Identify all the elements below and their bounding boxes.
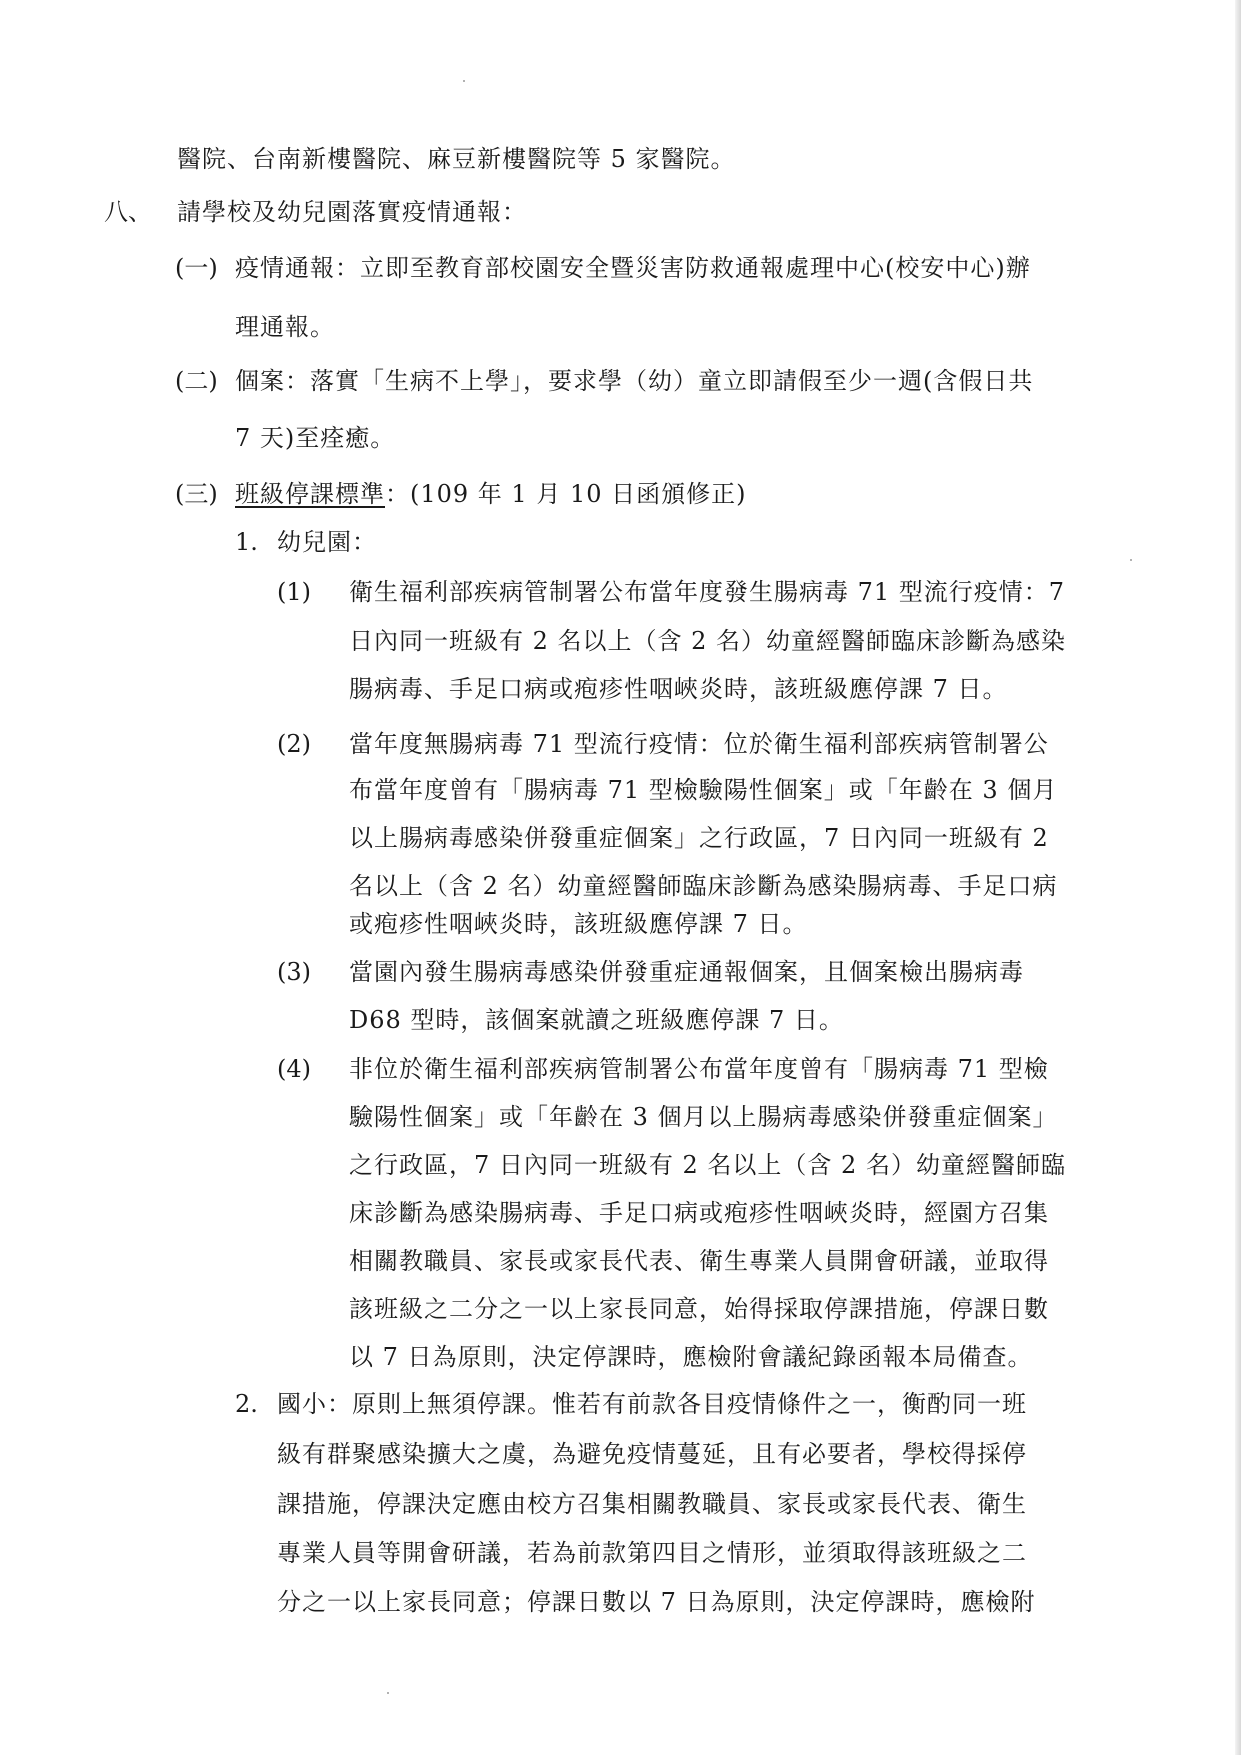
amendment-note: ：(109 年 1 月 10 日函頒修正) <box>385 480 747 508</box>
k3-line: D68 型時，該個案就讀之班級應停課 7 日。 <box>349 1006 844 1034</box>
item-3-marker: (三) <box>175 480 218 508</box>
scan-speck <box>1130 559 1132 561</box>
k2-line: 名以上（含 2 名）幼童經醫師臨床診斷為感染腸病毒、手足口病 <box>349 872 1058 900</box>
k4-line: 該班級之二分之一以上家長同意，始得採取停課措施，停課日數 <box>349 1295 1049 1323</box>
k3-marker: (3) <box>277 958 311 986</box>
elementary-marker: 2. <box>235 1390 258 1418</box>
k2-line: 或疱疹性咽峽炎時，該班級應停課 7 日。 <box>349 910 808 938</box>
section-8-marker: 八、 <box>104 198 152 226</box>
item-3-heading-row <box>235 479 747 509</box>
k4-line: 驗陽性個案」或「年齡在 3 個月以上腸病毒感染併發重症個案」 <box>349 1103 1058 1131</box>
k2-line: 以上腸病毒感染併發重症個案」之行政區，7 日內同一班級有 2 <box>349 824 1049 852</box>
k1-marker: (1) <box>277 578 311 606</box>
item-2-marker: (二) <box>175 367 218 395</box>
item-1-line: 理通報。 <box>235 313 335 341</box>
k1-line: 腸病毒、手足口病或疱疹性咽峽炎時，該班級應停課 7 日。 <box>349 675 1008 703</box>
elementary-line: 國小：原則上無須停課。惟若有前款各目疫情條件之一，衡酌同一班 <box>277 1390 1027 1418</box>
kindergarten-title: 幼兒園： <box>277 528 377 556</box>
k2-marker: (2) <box>277 730 311 758</box>
section-8-title: 請學校及幼兒園落實疫情通報： <box>177 198 527 226</box>
scan-speck <box>463 80 465 82</box>
class-suspension-heading: 班級停課標準 <box>235 480 385 508</box>
k2-line: 當年度無腸病毒 71 型流行疫情：位於衛生福利部疾病管制署公 <box>349 730 1049 758</box>
k1-line: 日內同一班級有 2 名以上（含 2 名）幼童經醫師臨床診斷為感染 <box>349 627 1067 655</box>
k1-line: 衛生福利部疾病管制署公布當年度發生腸病毒 71 型流行疫情：7 <box>349 578 1066 606</box>
continuation-line: 醫院、台南新樓醫院、麻豆新樓醫院等 5 家醫院。 <box>177 145 736 173</box>
elementary-line: 分之一以上家長同意；停課日數以 7 日為原則，決定停課時，應檢附 <box>277 1588 1036 1616</box>
elementary-line: 級有群聚感染擴大之虞，為避免疫情蔓延，且有必要者，學校得採停 <box>277 1440 1027 1468</box>
k2-line: 布當年度曾有「腸病毒 71 型檢驗陽性個案」或「年齡在 3 個月 <box>349 776 1058 804</box>
item-2-line: 7 天)至痊癒。 <box>235 424 396 452</box>
elementary-line: 專業人員等開會研議，若為前款第四目之情形，並須取得該班級之二 <box>277 1539 1027 1567</box>
k4-line: 之行政區，7 日內同一班級有 2 名以上（含 2 名）幼童經醫師臨 <box>349 1151 1066 1179</box>
item-1-marker: (一) <box>175 254 218 282</box>
k4-line: 床診斷為感染腸病毒、手足口病或疱疹性咽峽炎時，經園方召集 <box>349 1199 1049 1227</box>
scan-speck <box>387 1692 389 1694</box>
scan-edge <box>1235 0 1241 1755</box>
k4-marker: (4) <box>277 1055 311 1083</box>
elementary-line: 課措施，停課決定應由校方召集相關教職員、家長或家長代表、衛生 <box>277 1490 1027 1518</box>
item-1-line: 疫情通報：立即至教育部校園安全暨災害防救通報處理中心(校安中心)辦 <box>235 254 1031 282</box>
item-2-line: 個案：落實「生病不上學」，要求學（幼）童立即請假至少一週(含假日共 <box>235 367 1034 395</box>
k4-line: 相關教職員、家長或家長代表、衛生專業人員開會研議，並取得 <box>349 1247 1049 1275</box>
k3-line: 當園內發生腸病毒感染併發重症通報個案，且個案檢出腸病毒 <box>349 958 1024 986</box>
k4-line: 非位於衛生福利部疾病管制署公布當年度曾有「腸病毒 71 型檢 <box>349 1055 1049 1083</box>
k4-line: 以 7 日為原則，決定停課時，應檢附會議紀錄函報本局備查。 <box>349 1343 1033 1371</box>
kindergarten-marker: 1. <box>235 528 258 556</box>
